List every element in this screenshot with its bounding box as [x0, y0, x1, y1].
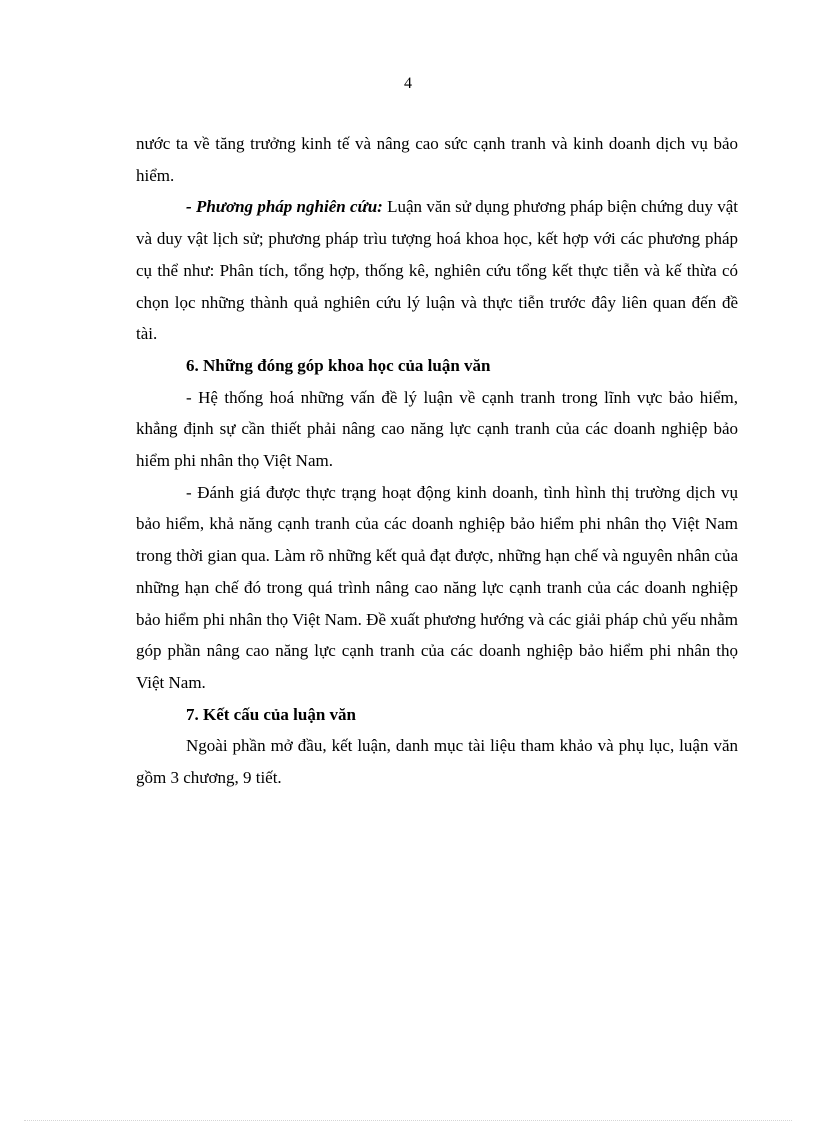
section-7-heading: 7. Kết cấu của luận văn: [186, 704, 357, 724]
section-7-paragraph: Ngoài phần mở đầu, kết luận, danh mục tài liệu tham khảo và phụ lục, luận văn gồm 3 chương, 9 tiết.: [136, 736, 738, 788]
paragraph-continuation: nước ta về tăng trưởng kinh tế và nâng cao sức cạnh tranh và kinh doanh dịch vụ bảo hiểm.: [136, 134, 738, 185]
page-body: [136, 128, 738, 794]
section-6-paragraph: - Hệ thống hoá những vấn đề lý luận về cạnh tranh trong lĩnh vực bảo hiểm, khẳng định sự cần thiết phải nâng cao năng lực cạnh tranh của các doanh nghiệp bảo hiểm phi nhân thọ Việt Nam.: [136, 387, 738, 471]
research-method-label: - Phương pháp nghiên cứu:: [186, 197, 383, 217]
page-number: 4: [404, 75, 412, 92]
page-bottom-divider: [24, 1120, 792, 1121]
section-6-heading: 6. Những đóng góp khoa học của luận văn: [186, 355, 491, 375]
paragraph-research-method: [136, 191, 738, 350]
research-method-text: Luận văn sử dụng phương pháp biện chứng duy vật và duy vật lịch sử; phương pháp trìu tượng hoá khoa học, kết hợp với các phương pháp cụ thể như: Phân tích, tổng hợp, thống kê, nghiên cứu tổng kết thực tiễn và kế thừa có chọn lọc những thành quả nghiên cứu lý luận và thực tiễn trước đây liên quan đến đề tài.: [136, 197, 738, 344]
section-6-paragraph: - Đánh giá được thực trạng hoạt động kinh doanh, tình hình thị trường dịch vụ bảo hiểm, khả năng cạnh tranh của các doanh nghiệp bảo hiểm phi nhân thọ Việt Nam trong thời gian qua. Làm rõ những kết quả đạt được, những hạn chế và nguyên nhân của những hạn chế đó trong quá trình nâng cao năng lực cạnh tranh của các doanh nghiệp bảo hiểm phi nhân thọ Việt Nam. Đề xuất phương hướng và các giải pháp chủ yếu nhằm góp phần nâng cao năng lực cạnh tranh của các doanh nghiệp bảo hiểm phi nhân thọ Việt Nam.: [136, 482, 738, 692]
